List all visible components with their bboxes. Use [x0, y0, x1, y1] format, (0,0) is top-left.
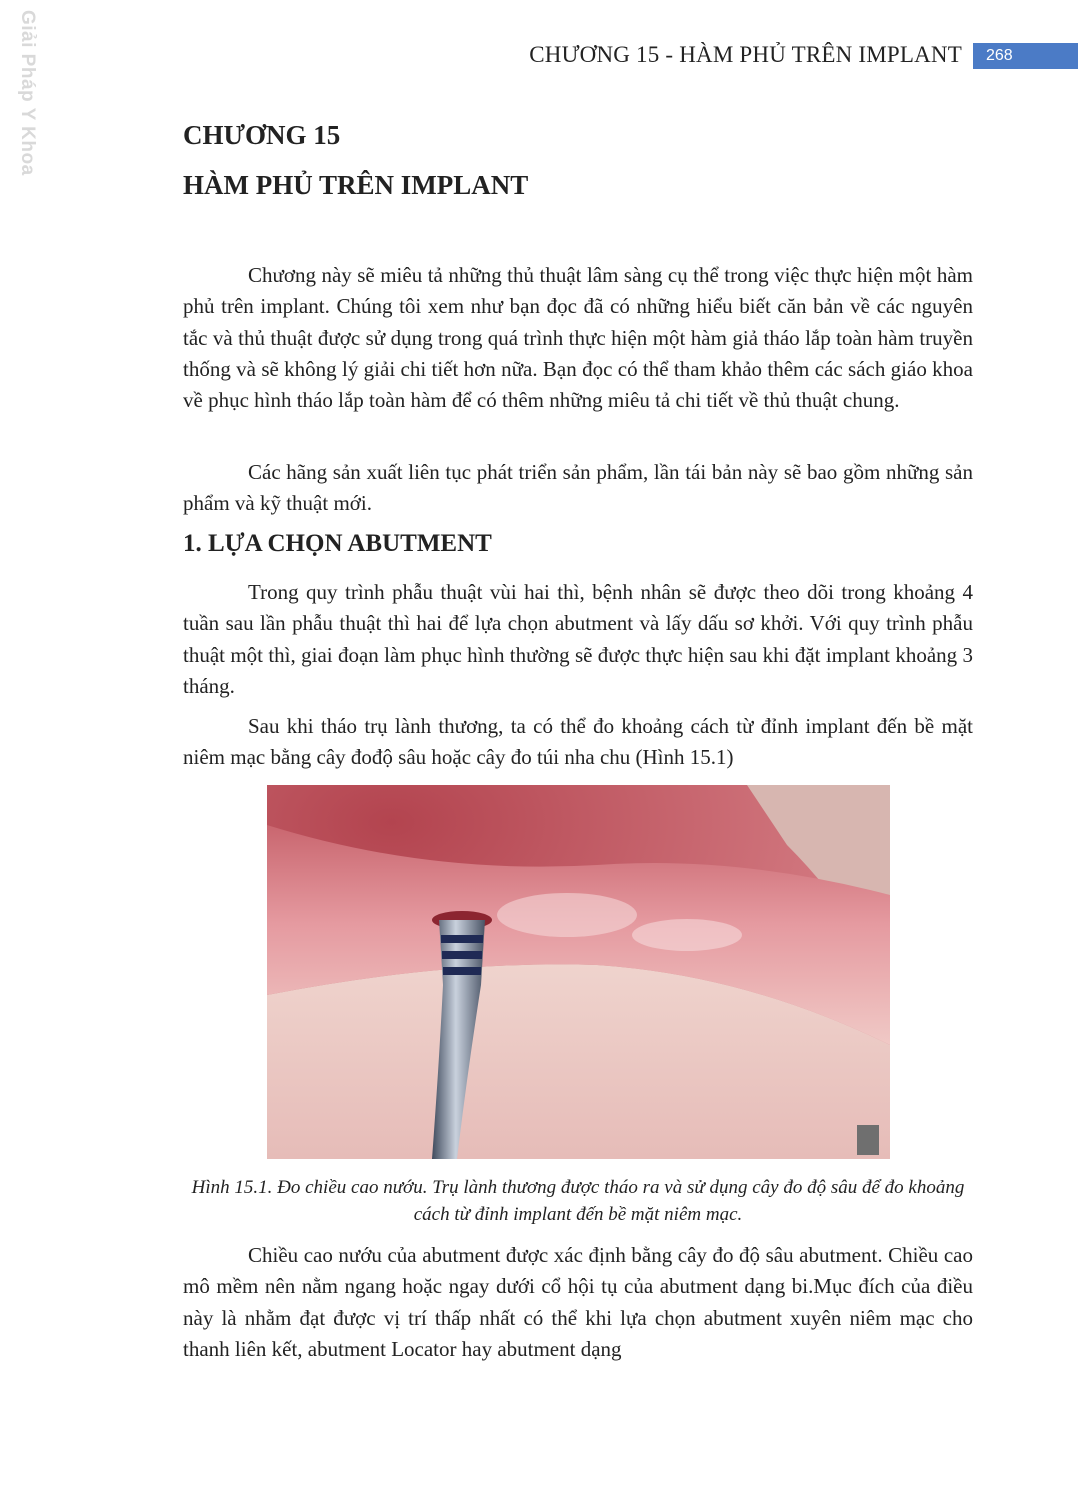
probe-marking-3 — [443, 967, 481, 975]
section-paragraph-3: Chiều cao nướu của abutment được xác định bằng cây đo độ sâu abutment. Chiều cao mô mềm nên nằm ngang hoặc ngay dưới cổ hội tụ của abutment dạng bi.Mục đích của điều này là nhằm đạt được vị trí thấp nhất có thể khi lựa chọn abutment xuyên niêm mạc cho thanh liên kết, abutment Locator hay abutment dạng — [183, 1243, 973, 1361]
instrument-edge — [857, 1125, 879, 1155]
intro-paragraph-1: Chương này sẽ miêu tả những thủ thuật lâm sàng cụ thể trong việc thực hiện một hàm phủ trên implant. Chúng tôi xem như bạn đọc đã có những hiểu biết căn bản về các nguyên tắc và thủ thuật được sử dụng trong quá trình thực hiện một hàm giả tháo lắp toàn hàm truyền thống và sẽ không lý giải chi tiết hơn nữa. Bạn đọc có thể tham khảo thêm các sách giáo khoa về phục hình tháo lắp toàn hàm để có thêm những miêu tả chi tiết về thủ thuật chung. — [183, 263, 973, 413]
page-number-badge: 268 — [973, 43, 1078, 69]
chapter-number: CHƯƠNG 15 — [183, 120, 341, 150]
section-heading: 1. LỰA CHỌN ABUTMENT — [183, 530, 492, 557]
section-paragraph-2: Sau khi tháo trụ lành thương, ta có thể đo khoảng cách từ đỉnh implant đến bề mặt niêm mạc bằng cây đođộ sâu hoặc cây đo túi nha chu (Hình 15.1) — [183, 714, 973, 770]
figure-caption: Hình 15.1. Đo chiều cao nướu. Trụ lành thương được tháo ra và sử dụng cây đo độ sâu để đo khoảng cách từ đỉnh implant đến bề mặt niêm mạc. — [191, 1177, 965, 1225]
gum-highlight — [497, 893, 637, 937]
clinical-photo-illustration — [267, 785, 890, 1159]
chapter-title: HÀM PHỦ TRÊN IMPLANT — [183, 170, 529, 200]
running-header: CHƯƠNG 15 - HÀM PHỦ TRÊN IMPLANT — [529, 42, 962, 67]
gum-highlight-2 — [632, 919, 742, 951]
section-paragraph-1: Trong quy trình phẫu thuật vùi hai thì, bệnh nhân sẽ được theo dõi trong khoảng 4 tuần sau lần phẫu thuật thì hai để lựa chọn abutment và lấy dấu sơ khởi. Với quy trình phẫu thuật một thì, giai đoạn làm phục hình thường sẽ được thực hiện sau khi đặt implant khoảng 3 tháng. — [183, 580, 973, 698]
side-watermark: Giải Pháp Y Khoa — [17, 10, 38, 176]
probe-marking-1 — [441, 935, 483, 943]
intro-paragraph-2: Các hãng sản xuất liên tục phát triển sản phẩm, lần tái bản này sẽ bao gồm những sản phẩm và kỹ thuật mới. — [183, 460, 973, 516]
figure-15-1-photo — [267, 785, 890, 1159]
probe-marking-2 — [442, 951, 482, 959]
